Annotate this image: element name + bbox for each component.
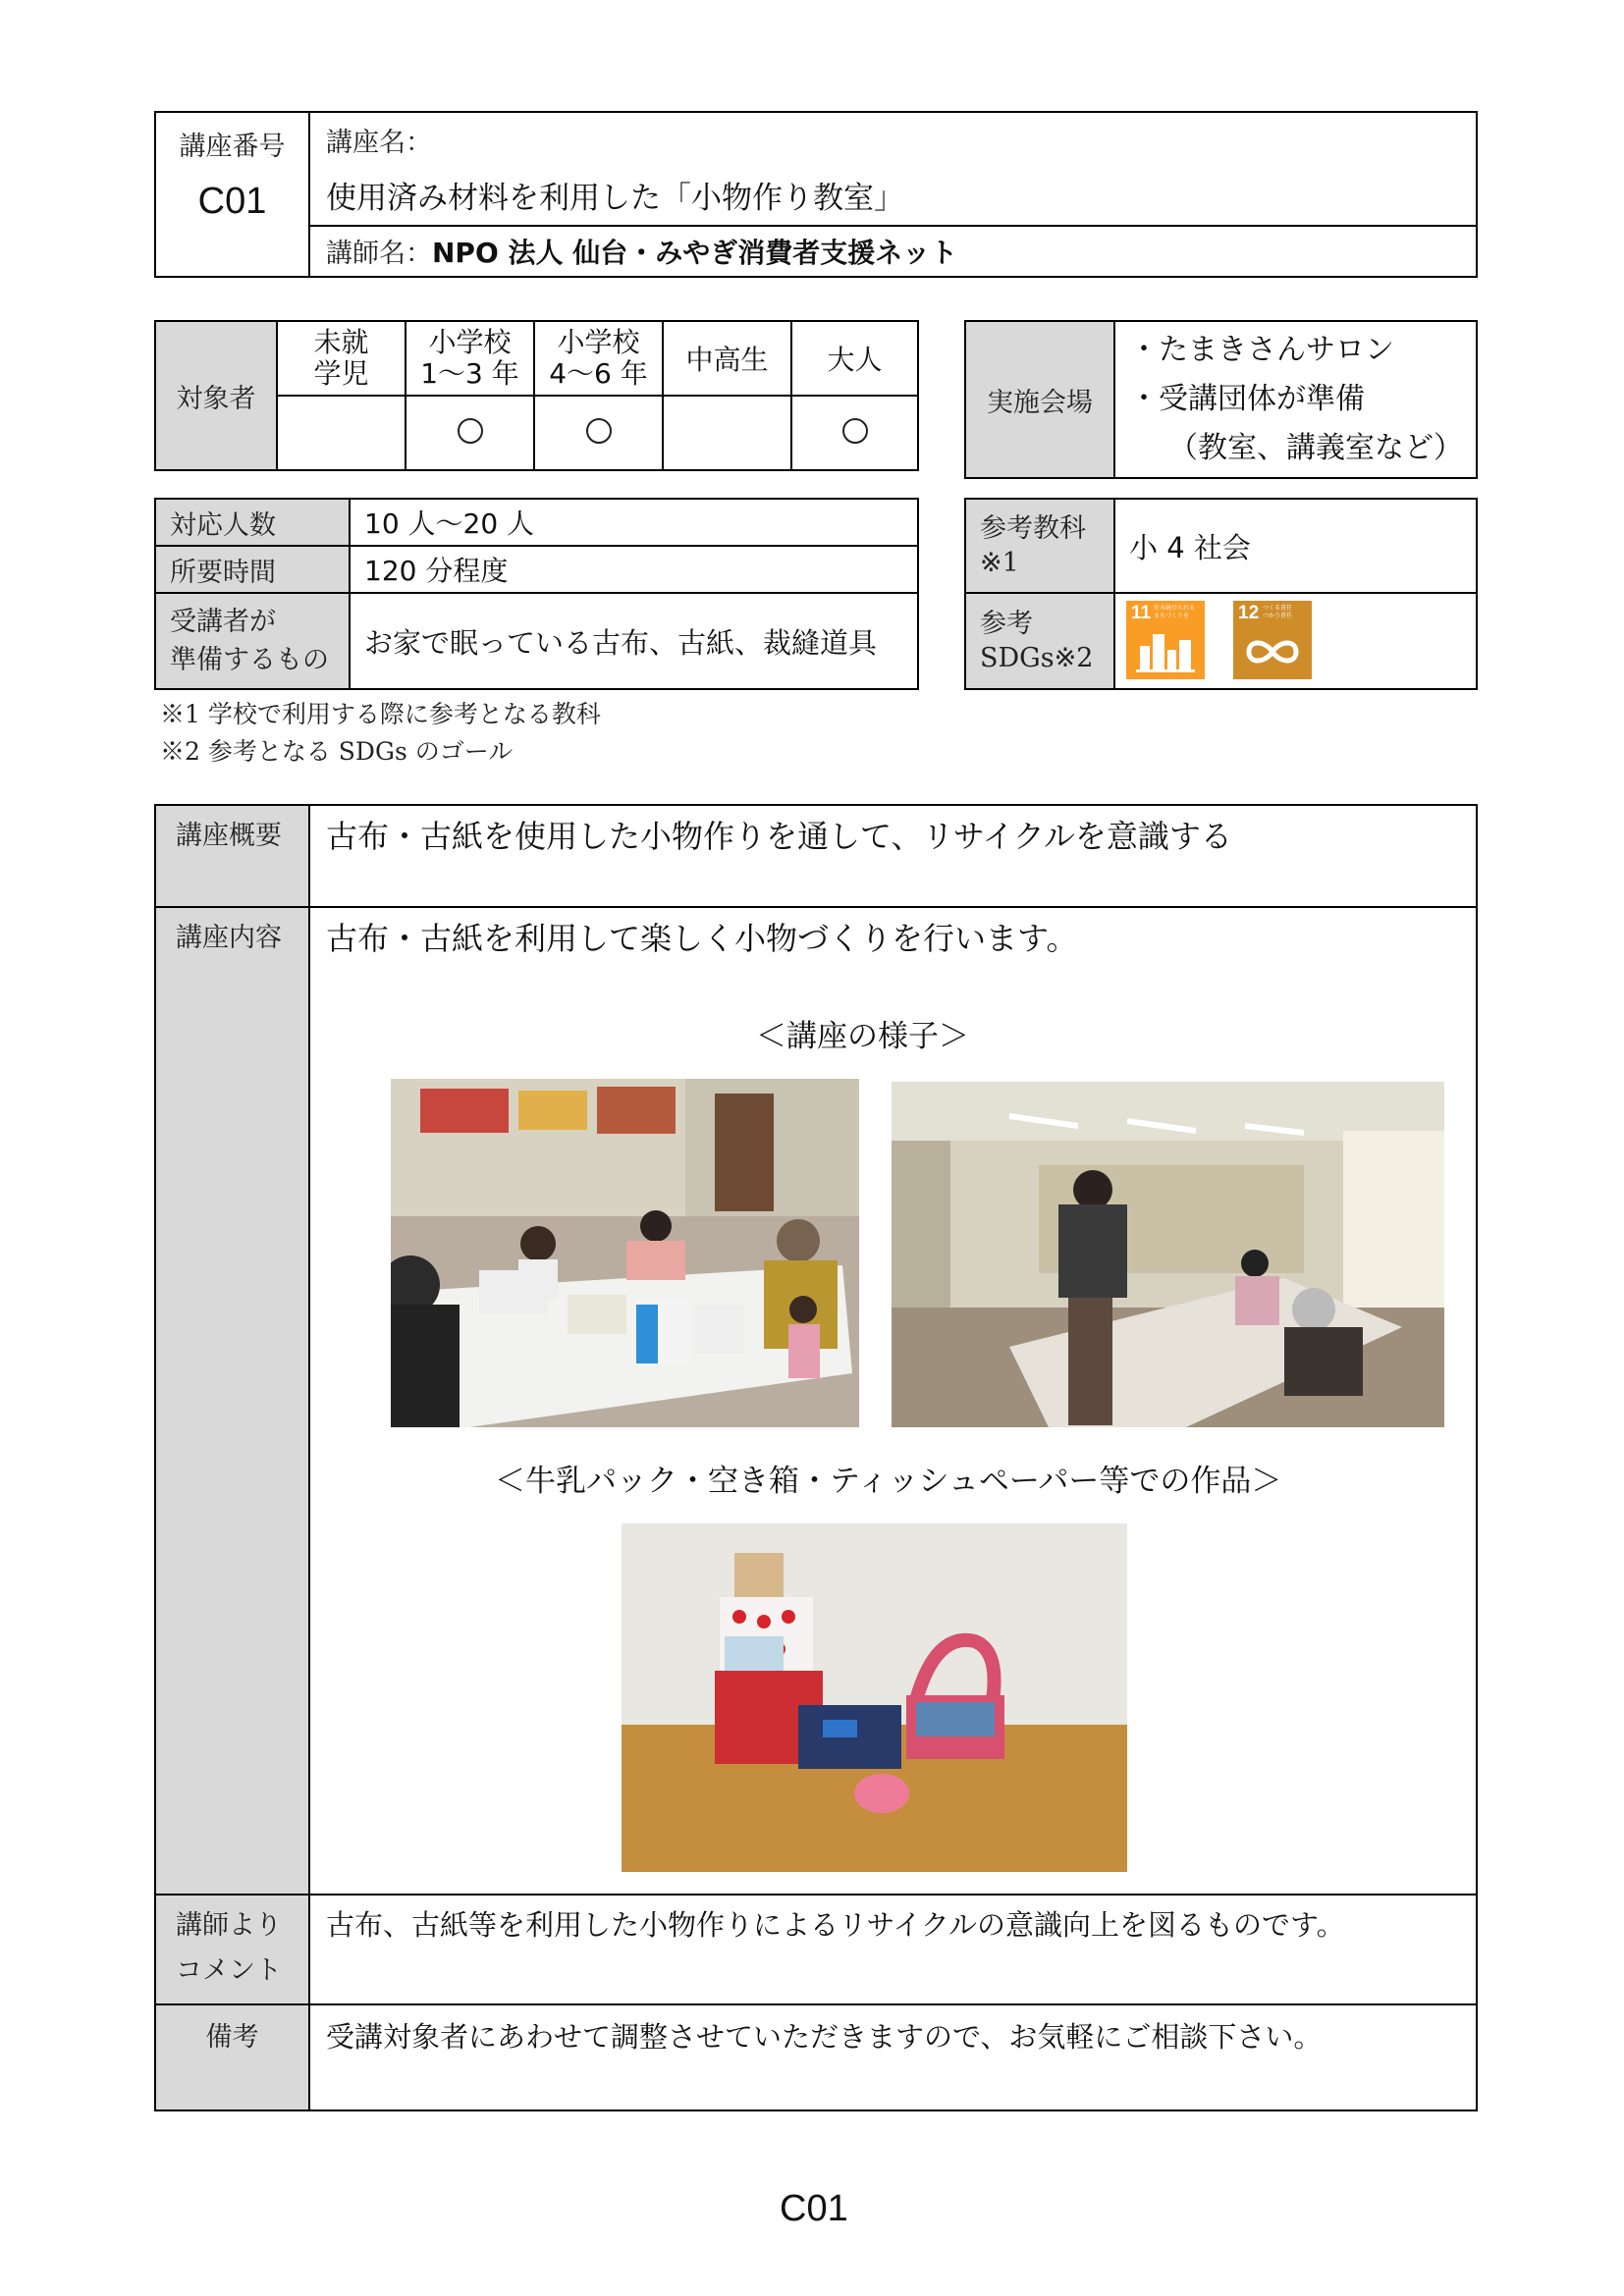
sdg-11-icon bbox=[1126, 601, 1205, 679]
info-table bbox=[154, 498, 919, 690]
instructor-label: 講師名： bbox=[326, 239, 432, 269]
sdg-number: 11 bbox=[1131, 603, 1152, 623]
available-circle-icon bbox=[586, 418, 612, 444]
capacity-value: 10 人～20 人 bbox=[350, 499, 918, 546]
target-mark-preschool bbox=[277, 396, 406, 470]
class-photo-children-image bbox=[391, 1079, 859, 1427]
class-photo-hall bbox=[892, 1082, 1444, 1427]
capacity-label: 対応人数 bbox=[155, 499, 350, 546]
class-photo-children bbox=[391, 1079, 859, 1427]
content-value: 古布・古紙を利用して楽しく小物づくりを行います。 bbox=[326, 920, 1078, 957]
reference-table bbox=[964, 498, 1478, 690]
comment-label: 講師より コメント bbox=[155, 1895, 309, 2004]
target-col-preschool: 未就 学児 bbox=[277, 321, 406, 396]
sdg-goal-text: つくる責任 つかう責任 bbox=[1263, 606, 1293, 619]
content-label: 講座内容 bbox=[155, 907, 309, 1895]
venue-line-2: ・受講団体が準備 bbox=[1129, 382, 1365, 416]
venue-line-3: （教室、講義室など） bbox=[1168, 431, 1463, 465]
course-title-label: 講座名： bbox=[326, 128, 432, 158]
target-label: 対象者 bbox=[155, 321, 277, 470]
available-circle-icon bbox=[458, 418, 483, 444]
sdg-12-icon bbox=[1233, 601, 1312, 679]
target-mark-elem-high bbox=[534, 396, 663, 470]
subject-label: 参考教科 ※1 bbox=[965, 499, 1114, 593]
works-heading: ＜牛乳パック・空き箱・ティッシュペーパー等での作品＞ bbox=[495, 1464, 1282, 1499]
course-title-cell bbox=[309, 112, 1477, 226]
available-circle-icon bbox=[842, 418, 868, 444]
venue-table bbox=[964, 320, 1478, 479]
city-icon bbox=[1126, 601, 1205, 679]
infinity-icon bbox=[1233, 601, 1312, 679]
target-table bbox=[154, 320, 919, 471]
crafts-photo bbox=[622, 1523, 1127, 1872]
venue-list bbox=[1114, 321, 1477, 478]
crafts-photo-image bbox=[622, 1523, 1127, 1872]
course-number-label: 講座番号 bbox=[179, 132, 286, 162]
summary-value: 古布・古紙を使用した小物作りを通して、リサイクルを意識する bbox=[309, 805, 1477, 907]
instructor-cell bbox=[309, 226, 1477, 277]
venue-label: 実施会場 bbox=[965, 321, 1114, 478]
target-col-junior-high: 中高生 bbox=[663, 321, 791, 396]
header-table bbox=[154, 111, 1478, 278]
venue-line-1: ・たまきさんサロン bbox=[1129, 333, 1394, 367]
course-number-cell bbox=[155, 112, 309, 277]
photos-heading: ＜講座の様子＞ bbox=[756, 1019, 969, 1054]
comment-value: 古布、古紙等を利用した小物作りによるリサイクルの意識向上を図るものです。 bbox=[309, 1895, 1477, 2004]
note-1: ※1 学校で利用する際に参考となる教科 bbox=[160, 700, 601, 728]
instructor-name: NPO 法人 仙台・みやぎ消費者支援ネット bbox=[432, 237, 958, 269]
sdg-goal-text: 住み続けられる まちづくりを bbox=[1154, 606, 1196, 619]
duration-label: 所要時間 bbox=[155, 546, 350, 593]
target-mark-elem-low bbox=[406, 396, 534, 470]
target-mark-adult bbox=[791, 396, 918, 470]
subject-value: 小 4 社会 bbox=[1114, 499, 1477, 593]
target-col-elem-low: 小学校 1～3 年 bbox=[406, 321, 534, 396]
remarks-label: 備考 bbox=[155, 2004, 309, 2110]
remarks-value: 受講対象者にあわせて調整させていただきますので、お気軽にご相談下さい。 bbox=[309, 2004, 1477, 2110]
course-number: C01 bbox=[197, 181, 267, 222]
class-photo-hall-image bbox=[892, 1082, 1444, 1427]
sdg-number: 12 bbox=[1238, 603, 1260, 623]
target-mark-junior-high bbox=[663, 396, 791, 470]
preparation-value: お家で眠っている古布、古紙、裁縫道具 bbox=[350, 593, 918, 689]
sdgs-label: 参考 SDGs※2 bbox=[965, 593, 1114, 689]
summary-label: 講座概要 bbox=[155, 805, 309, 907]
duration-value: 120 分程度 bbox=[350, 546, 918, 593]
preparation-label: 受講者が 準備するもの bbox=[155, 593, 350, 689]
target-col-adult: 大人 bbox=[791, 321, 918, 396]
target-col-elem-high: 小学校 4～6 年 bbox=[534, 321, 663, 396]
page-code: C01 bbox=[780, 2188, 848, 2229]
course-title: 使用済み材料を利用した「小物作り教室」 bbox=[326, 181, 904, 216]
note-2: ※2 参考となる SDGs のゴール bbox=[160, 737, 514, 766]
